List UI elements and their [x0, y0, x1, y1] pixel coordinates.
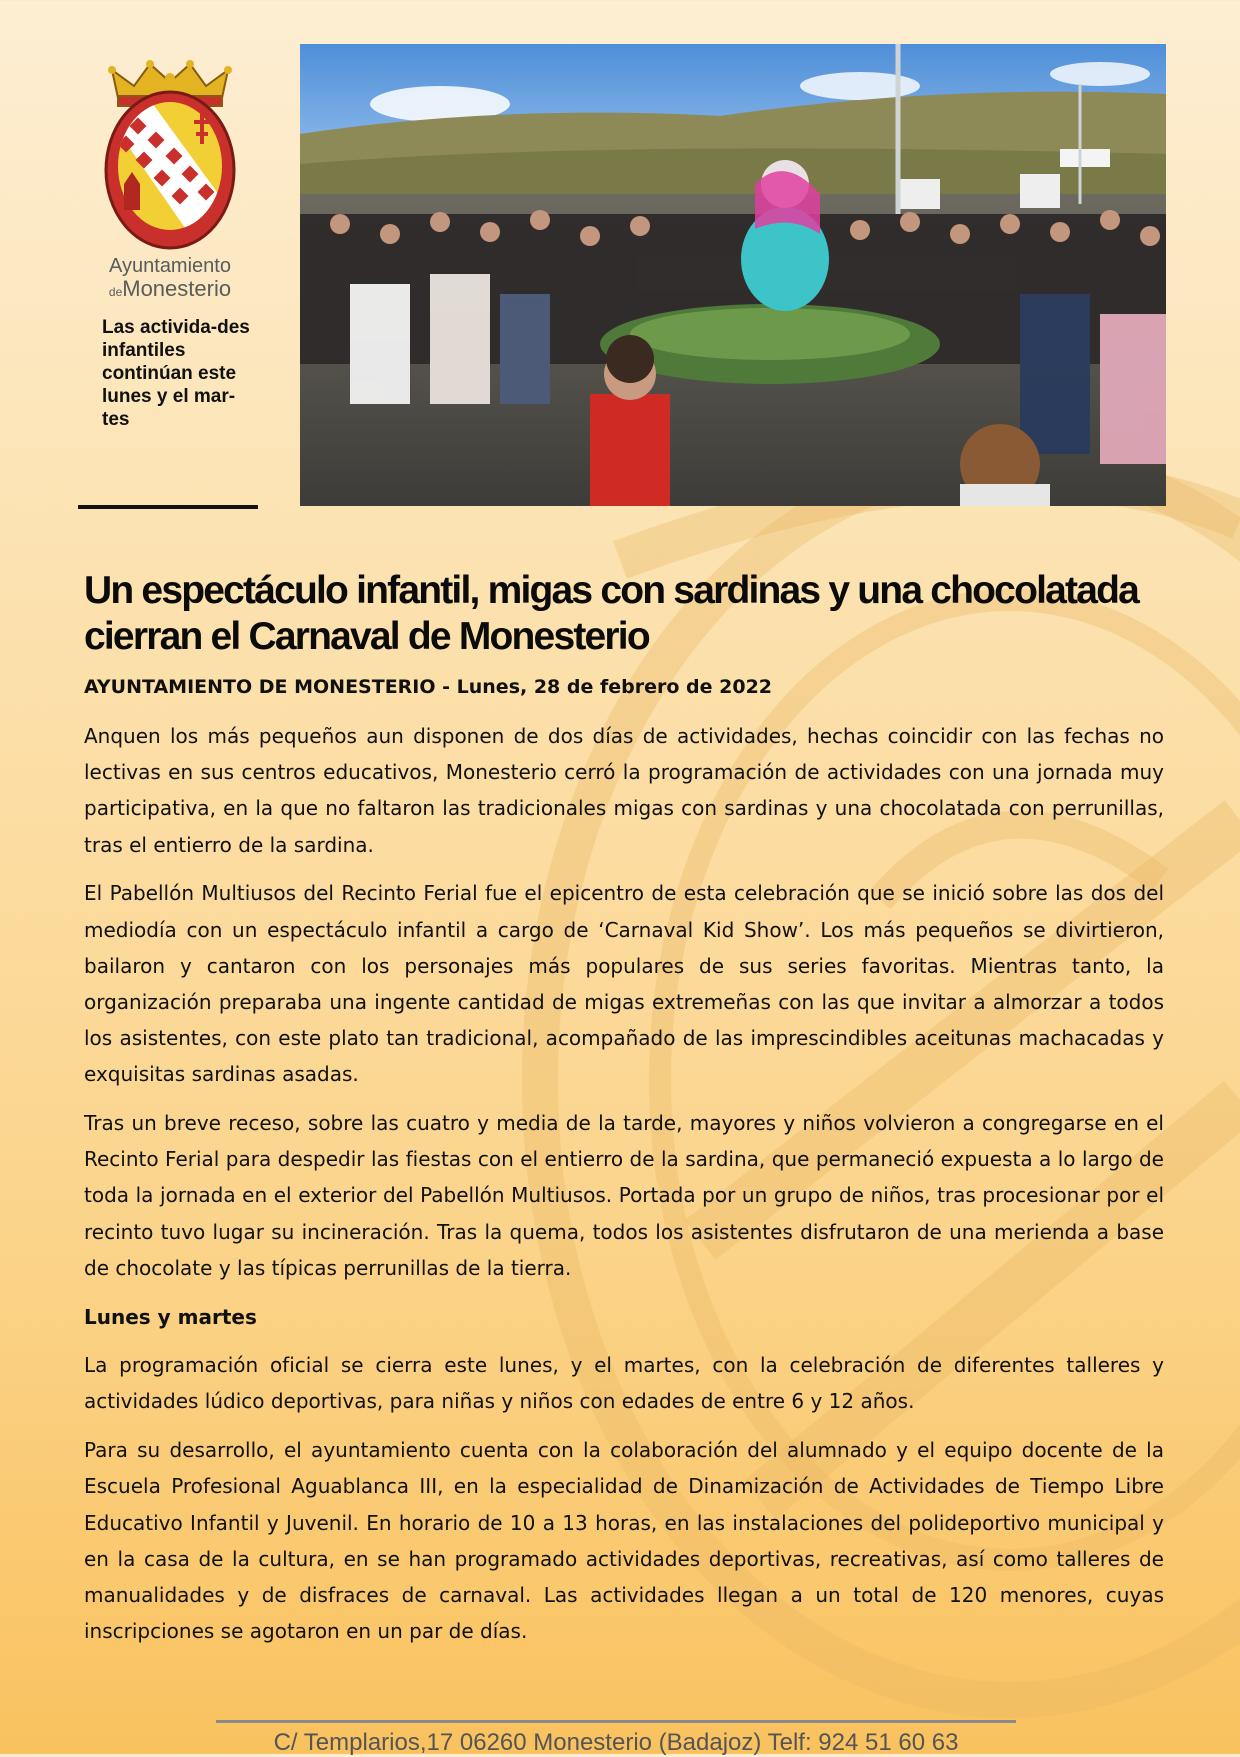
logo-name-line1: Ayuntamiento	[109, 255, 231, 277]
article-body	[84, 718, 1164, 1662]
footer-address: C/ Templarios,17 06260 Monesterio (Badajoz) Telf: 924 51 60 63	[273, 1729, 959, 1756]
municipality-logo	[90, 60, 250, 310]
footer-divider	[216, 1720, 1016, 1723]
article-paragraph: Anquen los más pequeños aun disponen de dos días de actividades, hechas coincidir con las fechas no lectivas en sus centros educativos, Monesterio cerró la programación de actividades con una jornada muy participativa, en la que no faltaron las tradicionales migas con sardinas y una chocolatada con perrunillas, tras el entierro de la sardina.	[84, 724, 1164, 857]
article-byline: AYUNTAMIENTO DE MONESTERIO - Lunes, 28 de febrero de 2022	[84, 676, 773, 698]
article-paragraph: Para su desarrollo, el ayuntamiento cuenta con la colaboración del alumnado y el equipo docente de la Escuela Profesional Aguablanca III, en la especialidad de Dinamización de Actividades de Tiempo Libre Educativo Infantil y Juvenil. En horario de 10 a 13 horas, en las instalaciones del polideportivo municipal y en la casa de la cultura, en se han programado actividades deportivas, recreativas, así como talleres de manualidades y de disfraces de carnaval. Las actividades llegan a un total de 120 menores, cuyas inscripciones se agotaron en un par de días.	[84, 1438, 1164, 1644]
logo-name-line2: deMonesterio	[108, 276, 232, 301]
side-caption: Las activida-des infantiles continúan este lunes y el mar-tes	[102, 317, 250, 430]
carnival-crowd-photo	[300, 44, 1166, 506]
photo-illustration-icon	[300, 44, 1166, 506]
side-divider	[78, 505, 258, 509]
article-paragraph: La programación oficial se cierra este lunes, y el martes, con la celebración de diferentes talleres y actividades lúdico deportivas, para niñas y niños con edades de entre 6 y 12 años.	[84, 1353, 1164, 1414]
coat-of-arms-icon	[90, 60, 250, 260]
article-paragraph: El Pabellón Multiusos del Recinto Ferial fue el epicentro de esta celebración que se inició sobre las dos del mediodía con un espectáculo infantil a cargo de ‘Carnaval Kid Show’. Los más pequeños se divirtieron, bailaron y cantaron con los personajes más populares de sus series favoritas. Mientras tanto, la organización preparaba una ingente cantidad de migas extremeñas con las que invitar a almorzar a todos los asistentes, con este plato tan tradicional, acompañado de las imprescindibles aceitunas machacadas y exquisitas sardinas asadas.	[84, 881, 1164, 1087]
article-paragraph: Tras un breve receso, sobre las cuatro y media de la tarde, mayores y niños volvieron a congregarse en el Recinto Ferial para despedir las fiestas con el entierro de la sardina, que permaneció expuesta a lo largo de toda la jornada en el exterior del Pabellón Multiusos. Portada por un grupo de niños, tras procesionar por el recinto tuvo lugar su incineración. Tras la quema, todos los asistentes disfrutaron de una merienda a base de chocolate y las típicas perrunillas de la tierra.	[84, 1111, 1164, 1280]
article-subheading: Lunes y martes	[84, 1304, 257, 1329]
article-headline: Un espectáculo infantil, migas con sardinas y una chocolatada cierran el Carnaval de Monesterio	[84, 569, 1139, 658]
